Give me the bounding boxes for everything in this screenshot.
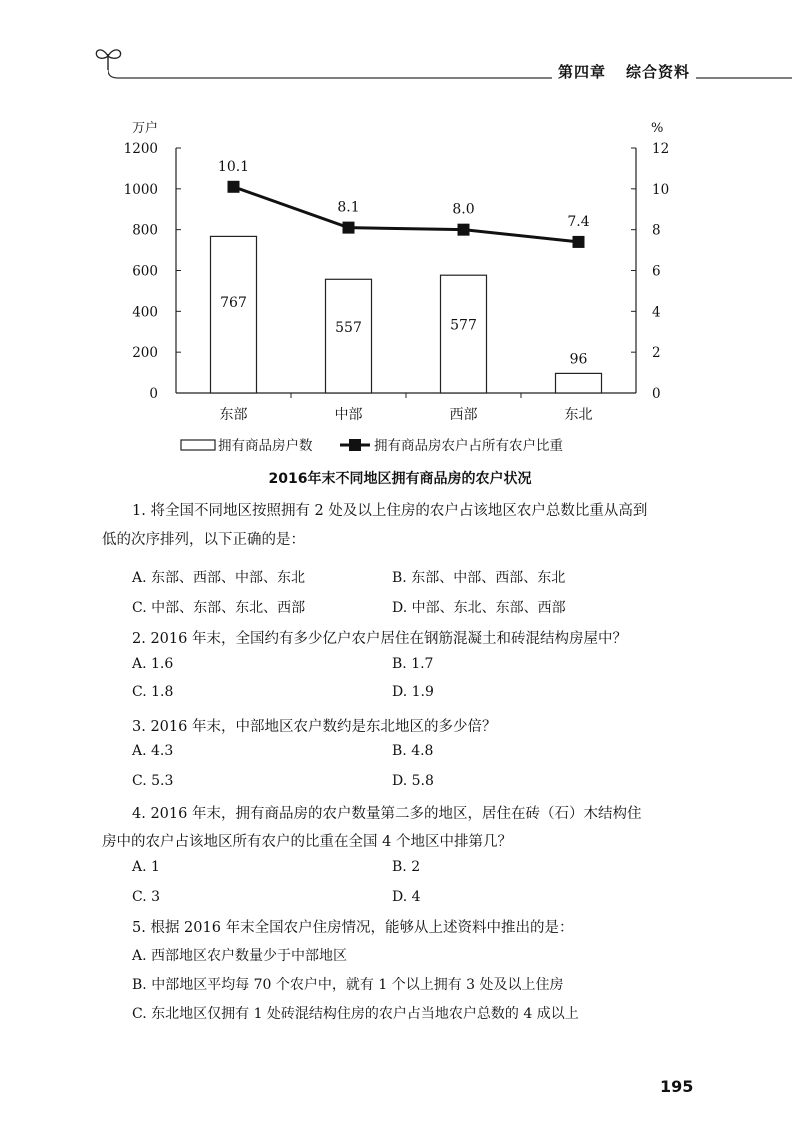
line-value-label: 7.4 — [567, 213, 590, 230]
bar-value-label: 96 — [569, 351, 588, 368]
y-right-tick-label: 8 — [652, 222, 661, 239]
x-tick-label: 东部 — [219, 407, 248, 423]
question-2-option: C. 1.8 — [132, 684, 174, 700]
page-number: 195 — [660, 1077, 694, 1096]
y-left-tick-label: 200 — [132, 345, 158, 362]
y-right-tick-label: 6 — [652, 263, 661, 280]
question-3-option: B. 4.8 — [392, 743, 434, 759]
question-3-option: D. 5.8 — [392, 773, 434, 789]
question-2-option: D. 1.9 — [392, 684, 434, 700]
chapter-label — [552, 61, 696, 82]
legend-bar-swatch — [181, 440, 215, 450]
question-3-option: C. 5.3 — [132, 773, 174, 789]
question-4-option: D. 4 — [392, 889, 421, 905]
bar-中部 — [326, 279, 372, 393]
question-1-text: 低的次序排列，以下正确的是： — [102, 532, 305, 548]
line-point-东北 — [573, 236, 585, 248]
question-1-option: C. 中部、东部、东北、西部 — [132, 600, 306, 616]
question-2-option: A. 1.6 — [132, 656, 174, 672]
question-5-option: C. 东北地区仅拥有 1 处砖混结构住房的农户占当地农户总数的 4 成以上 — [132, 1006, 579, 1022]
y-left-tick-label: 600 — [132, 263, 158, 280]
question-1-option: D. 中部、东北、东部、西部 — [392, 600, 566, 616]
line-point-东部 — [228, 181, 240, 193]
legend-line-marker — [349, 439, 361, 451]
y-left-tick-label: 400 — [132, 304, 158, 321]
question-4-text: 4. 2016 年末，拥有商品房的农户数量第二多的地区，居住在砖（石）木结构住 — [132, 806, 642, 822]
y-right-tick-label: 0 — [652, 386, 661, 402]
y-right-tick-label: 2 — [652, 345, 661, 362]
question-4-option: B. 2 — [392, 859, 421, 875]
line-series — [234, 187, 579, 242]
question-1-text: 1. 将全国不同地区按照拥有 2 处及以上住房的农户占该地区农户总数比重从高到 — [132, 503, 648, 519]
question-4-option: C. 3 — [132, 889, 161, 905]
sprout-logo-icon — [92, 44, 126, 72]
legend-bar-label: 拥有商品房户数 — [218, 438, 313, 454]
y-right-unit: % — [651, 121, 664, 136]
x-tick-label: 中部 — [334, 407, 363, 423]
question-1-option: B. 东部、中部、西部、东北 — [392, 570, 566, 586]
bar-东北 — [556, 373, 602, 393]
question-1-option: A. 东部、西部、中部、东北 — [132, 570, 306, 586]
question-5-option: A. 西部地区农户数量少于中部地区 — [132, 948, 348, 964]
chapter-number: 第四章 — [558, 63, 607, 81]
y-left-tick-label: 1000 — [123, 181, 158, 198]
question-5-text: 5. 根据 2016 年末全国农户住房情况，能够从上述资料中推出的是： — [132, 920, 574, 936]
question-3-text: 3. 2016 年末，中部地区农户数约是东北地区的多少倍？ — [132, 719, 497, 735]
x-tick-label: 西部 — [449, 407, 478, 423]
section-name: 综合资料 — [626, 63, 691, 81]
bar-value-label: 557 — [335, 320, 362, 337]
line-value-label: 10.1 — [217, 158, 250, 175]
bar-西部 — [441, 275, 487, 393]
legend-line-label: 拥有商品房农户占所有农户比重 — [374, 438, 563, 454]
y-left-tick-label: 800 — [132, 222, 158, 239]
question-5-option: B. 中部地区平均每 70 个农户中，就有 1 个以上拥有 3 处及以上住房 — [132, 977, 564, 993]
bar-value-label: 767 — [220, 295, 247, 312]
line-point-西部 — [458, 224, 470, 236]
question-3-option: A. 4.3 — [132, 743, 174, 759]
chart — [100, 112, 700, 502]
line-point-中部 — [343, 222, 355, 234]
y-right-tick-label: 10 — [652, 181, 670, 198]
question-4-option: A. 1 — [132, 859, 160, 875]
y-left-unit: 万户 — [132, 121, 159, 136]
y-right-tick-label: 4 — [652, 304, 661, 321]
question-2-text: 2. 2016 年末，全国约有多少亿户农户居住在钢筋混凝土和砖混结构房屋中？ — [132, 631, 627, 647]
question-4-text: 房中的农户占该地区所有农户的比重在全国 4 个地区中排第几？ — [102, 834, 512, 850]
bar-东部 — [211, 236, 257, 393]
bar-value-label: 577 — [450, 317, 477, 334]
line-value-label: 8.0 — [452, 201, 475, 218]
question-2-option: B. 1.7 — [392, 656, 434, 672]
chart-title: 2016年末不同地区拥有商品房的农户状况 — [268, 471, 532, 487]
y-right-tick-label: 12 — [652, 141, 670, 157]
y-left-tick-label: 0 — [149, 386, 158, 402]
x-tick-label: 东北 — [564, 407, 593, 423]
y-left-tick-label: 1200 — [123, 141, 158, 157]
line-value-label: 8.1 — [337, 199, 360, 216]
